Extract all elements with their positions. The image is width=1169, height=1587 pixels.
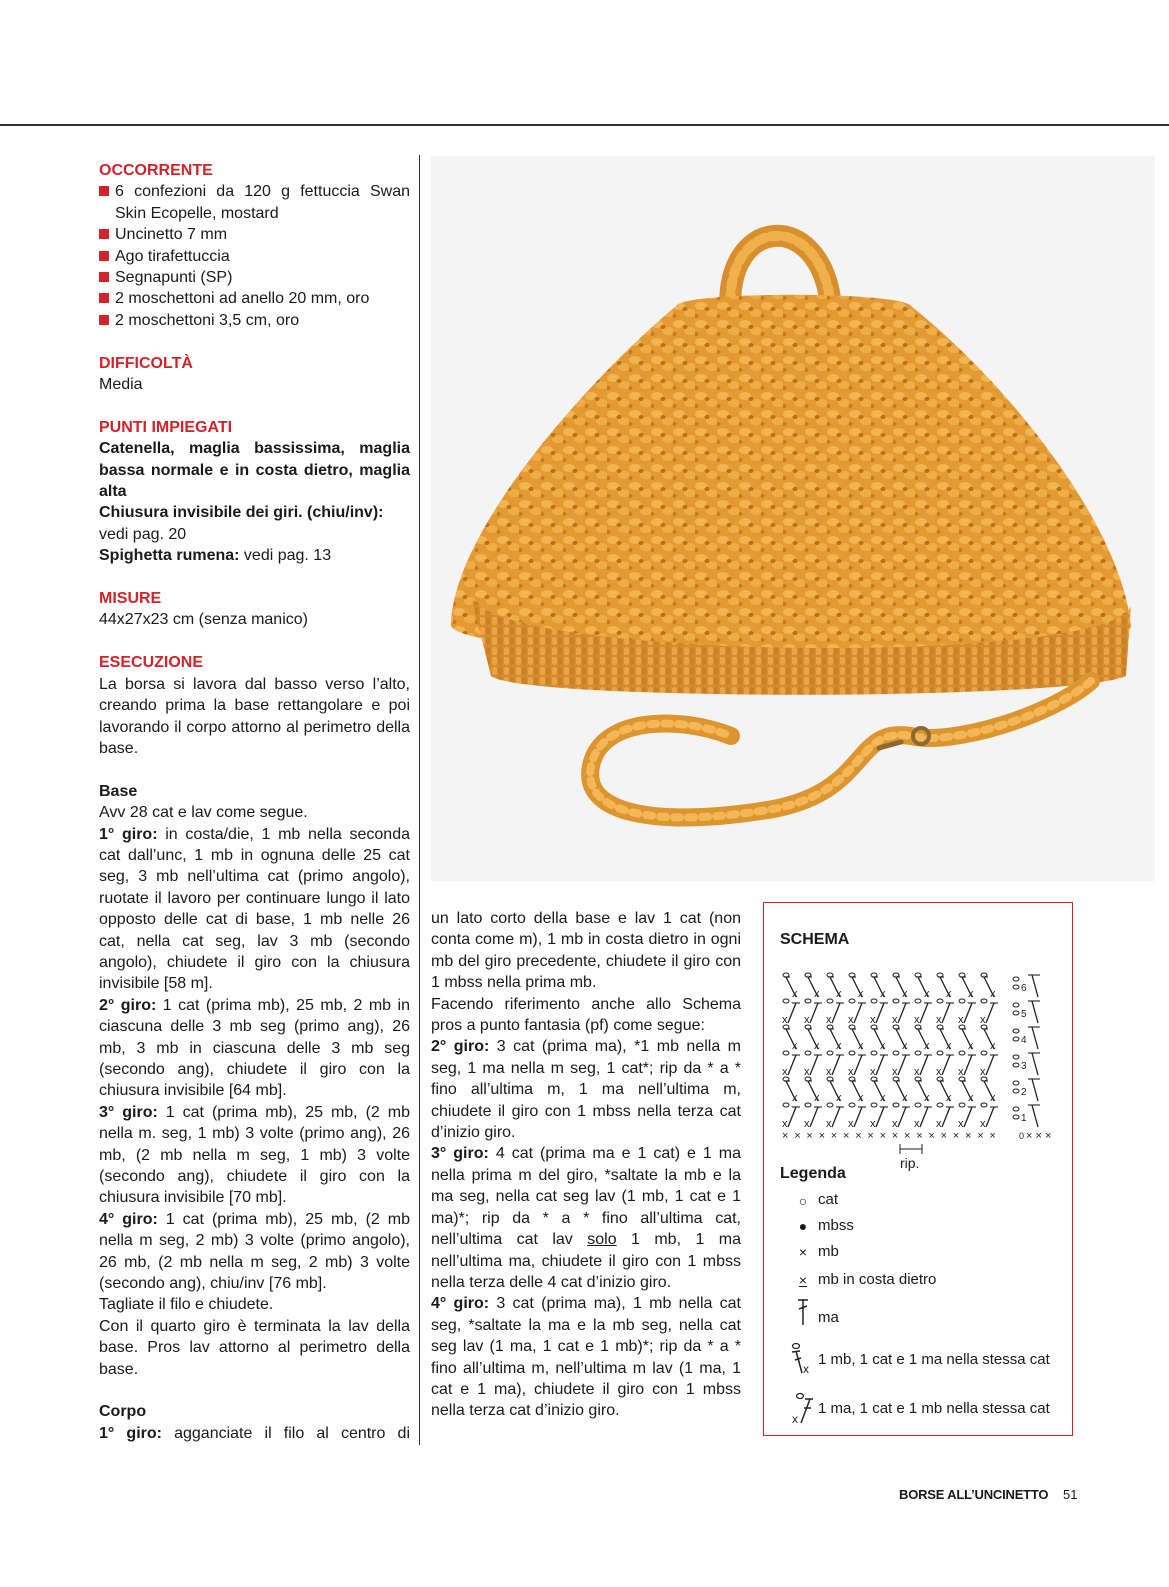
chain-stitch <box>871 999 877 1003</box>
treble-stitch <box>854 1107 862 1127</box>
mb-stitch: × <box>818 1130 826 1142</box>
row-number: 1 <box>1021 1113 1027 1124</box>
square-bullet-icon <box>99 186 109 196</box>
mb-stitch: x <box>804 1066 810 1078</box>
treble-stitch <box>898 1107 906 1127</box>
round-1: 1° giro: in costa/die, 1 mb nella seconda cat dall’unc, 1 mb in ognuna delle 25 cat seg, 3 mb nell’ultima cat (primo angolo), ruotate il lavoro per continuare lungo il lato opposto delle cat di base, 1 mb nelle 26 cat, nella cat seg, lav 3 mb (secondo angolo), chiudete il giro con la chiusura invisibile [58 m]. <box>99 825 410 993</box>
mb-stitch: x <box>902 1040 908 1052</box>
svg-text:x: x <box>803 1362 809 1376</box>
treble-stitch <box>854 1003 862 1023</box>
mb-stitch: x <box>914 1118 920 1130</box>
base-end: Con il quarto giro è terminata la lav della base. Pros lav attorno al perimetro della base. <box>99 1317 410 1378</box>
cut-instruction: Tagliate il filo e chiudete. <box>99 1296 274 1314</box>
chain-stitch <box>1013 1115 1019 1119</box>
mb-stitch: × <box>855 1130 862 1142</box>
chain-stitch <box>959 1051 965 1055</box>
mb-stitch: x <box>826 1118 832 1130</box>
chain-stitch <box>805 1051 811 1055</box>
section-corpo <box>99 1401 410 1444</box>
treble-stitch <box>832 1107 840 1127</box>
mb-stitch: x <box>870 1118 876 1130</box>
mb-stitch: × × × <box>1026 1130 1052 1142</box>
corpo-round-3: 3° giro: 4 cat (prima ma e 1 cat) e 1 ma nella prima m del giro, *saltate la mb e la ma seg, nella cat seg lav (1 mb, 1 cat e 1 ma)*; rip da * a * fino all’ultima cat, nell’ultima cat lav solo 1 mb, 1 ma nell’ultima ma, chiudete il giro con 1 mbss nella terza delle 4 cat d’inizio giro. <box>431 1145 742 1291</box>
mb-stitch: x <box>990 1092 996 1104</box>
mb-stitch: × <box>928 1130 935 1142</box>
mb-stitch: x <box>804 1118 810 1130</box>
mb-stitch: x <box>848 1118 854 1130</box>
chain-stitch <box>981 1051 987 1055</box>
chain-stitch <box>827 1103 833 1107</box>
row-number: 3 <box>1021 1061 1027 1072</box>
section-occorrente <box>99 160 410 331</box>
section-misure <box>99 588 410 631</box>
mb-stitch: x <box>782 1066 788 1078</box>
treble-stitch <box>788 1107 796 1127</box>
chain-stitch <box>827 973 833 977</box>
mb-stitch: × <box>989 1130 996 1142</box>
schema-box <box>763 902 1073 1436</box>
mb-stitch: x <box>990 1040 996 1052</box>
list-item: 6 confezioni da 120 g fettuccia Swan Skin Ecopelle, mostard <box>99 181 410 224</box>
ma-cat-mb-icon <box>790 1391 814 1425</box>
mb-stitch: x <box>958 1066 964 1078</box>
subsection-title: Base <box>99 782 138 800</box>
treble-stitch <box>964 1055 972 1075</box>
chain-stitch <box>871 1103 877 1107</box>
mb-stitch: x <box>924 988 930 1000</box>
filled-oval-icon: ● <box>798 1218 808 1234</box>
chain-stitch <box>783 999 789 1003</box>
treble-stitch <box>986 1107 994 1127</box>
mb-stitch: x <box>814 1040 820 1052</box>
chain-stitch <box>959 973 965 977</box>
legend-label: 1 mb, 1 cat e 1 ma nella stessa cat <box>818 1351 1050 1368</box>
treble-stitch <box>810 1003 818 1023</box>
corpo-round-2: 2° giro: 3 cat (prima ma), *1 mb nella m seg, 1 ma nella m seg, 1 cat*; rip da * a * fino all’ultima m, 1 ma nell’ultima m, chiudete il giro con 1 mbss nella terza cat d’inizio giro. <box>431 1038 742 1142</box>
corpo-round-4: 4° giro: 3 cat (prima ma), 1 mb nella cat seg, *saltate la ma e la mb seg, nella cat seg lav (1 ma, 1 cat e 1 mb)*; rip da * a * fino all’ultima m, nell’ultima m lav (1 ma, 1 cat e 1 ma), chiudete il giro con 1 mbss nella terza cat d’inizio giro. <box>431 1295 741 1420</box>
row-number: 0 <box>1019 1131 1025 1141</box>
stitch-chart <box>774 959 1064 1171</box>
column-divider <box>419 155 420 1445</box>
chain-stitch <box>893 973 899 977</box>
corpo-round-1b: un lato corto della base e lav 1 cat (non conta come m), 1 mb in costa dietro in ogni mb del giro precedente, chiudete il giro con 1 mbss nella prima mb. <box>431 910 741 992</box>
section-punti <box>99 417 410 567</box>
chain-stitch <box>981 1103 987 1107</box>
mb-stitch: x <box>792 988 798 1000</box>
square-bullet-icon <box>99 315 109 325</box>
treble-stitch <box>942 1107 950 1127</box>
treble-stitch <box>920 1055 928 1075</box>
mb-stitch: x <box>936 1118 942 1130</box>
treble-stitch <box>942 1003 950 1023</box>
chain-stitch <box>959 999 965 1003</box>
chain-stitch <box>915 1051 921 1055</box>
treble-stitch <box>788 1055 796 1075</box>
mb-stitch: x <box>836 1092 842 1104</box>
mb-stitch: x <box>836 988 842 1000</box>
chain-stitch <box>1013 1089 1019 1093</box>
mb-stitch: x <box>914 1014 920 1026</box>
chain-stitch <box>1013 1081 1019 1085</box>
row-number: 6 <box>1021 983 1027 994</box>
treble-stitch <box>898 1055 906 1075</box>
section-esecuzione <box>99 652 410 759</box>
treble-stitch <box>1032 1027 1038 1049</box>
list-item: Uncinetto 7 mm <box>99 224 410 245</box>
mb-stitch: × <box>830 1130 838 1142</box>
chain-stitch <box>1013 1063 1019 1067</box>
chain-stitch <box>827 1051 833 1055</box>
base-intro: Avv 28 cat e lav come segue. <box>99 804 308 822</box>
chain-stitch <box>783 973 789 977</box>
chain-stitch <box>893 1051 899 1055</box>
mb-stitch: x <box>792 1040 798 1052</box>
schema-title: SCHEMA <box>780 931 850 948</box>
mb-stitch: × <box>977 1130 984 1142</box>
legend-label: 1 ma, 1 cat e 1 mb nella stessa cat <box>818 1400 1050 1417</box>
schema-reference: Facendo riferimento anche allo Schema pros a punto fantasia (pf) come segue: <box>431 995 741 1035</box>
chain-stitch <box>937 1103 943 1107</box>
chain-stitch <box>981 999 987 1003</box>
treble-stitch <box>1032 1105 1038 1127</box>
chain-stitch <box>783 1103 789 1107</box>
row-number: 5 <box>1021 1009 1027 1020</box>
mb-stitch: × <box>891 1130 899 1142</box>
mb-stitch: × <box>952 1130 960 1142</box>
mb-stitch: x <box>902 988 908 1000</box>
row-number: 2 <box>1021 1087 1027 1098</box>
chain-stitch <box>1013 1055 1019 1059</box>
stitch-ref: Spighetta rumena: vedi pag. 13 <box>99 547 332 565</box>
legend-label: ma <box>818 1309 839 1326</box>
treble-stitch <box>1032 1001 1038 1023</box>
treble-stitch <box>832 1055 840 1075</box>
treble-stitch <box>986 1055 994 1075</box>
mb-stitch: x <box>990 988 996 1000</box>
section-title: PUNTI IMPIEGATI <box>99 418 233 436</box>
mb-stitch: x <box>858 988 864 1000</box>
treble-stitch <box>810 1055 818 1075</box>
mb-stitch: x <box>914 1066 920 1078</box>
mb-stitch: x <box>792 1092 798 1104</box>
treble-stitch <box>854 1055 862 1075</box>
subsection-title: Corpo <box>99 1403 147 1421</box>
mb-stitch: x <box>980 1014 986 1026</box>
stitch-ref: Chiusura invisibile dei giri. (chiu/inv): vedi pag. 20 <box>99 504 384 543</box>
mb-stitch: x <box>804 1014 810 1026</box>
mb-stitch: × <box>916 1130 923 1142</box>
treble-stitch <box>942 1055 950 1075</box>
treble-stitch <box>964 1003 972 1023</box>
mb-stitch: × <box>965 1130 972 1142</box>
treble-stitch <box>810 1107 818 1127</box>
mb-stitch: x <box>946 988 952 1000</box>
difficulty-value: Media <box>99 376 143 394</box>
list-item: 2 moschettoni 3,5 cm, oro <box>99 310 410 331</box>
chain-stitch <box>981 973 987 977</box>
treble-stitch <box>986 1003 994 1023</box>
mb-stitch: × <box>843 1130 850 1142</box>
mb-stitch: x <box>782 1118 788 1130</box>
list-item: Ago tirafettuccia <box>99 246 410 267</box>
section-difficolta <box>99 353 410 396</box>
repeat-label: rip. <box>900 1155 920 1171</box>
chain-stitch <box>827 999 833 1003</box>
treble-stitch <box>920 1003 928 1023</box>
column-left <box>99 160 410 1444</box>
mb-cat-ma-icon <box>790 1341 814 1375</box>
round-3: 3° giro: 1 cat (prima mb), 25 mb, (2 mb nella m. seg, 1 mb) 3 volte (primo ang), 26 mb, (2 mb nella m seg, 1 mb) 3 volte (secondo ang), chiudete il giro con la chiusura invisibile [70 mb]. <box>99 1103 410 1207</box>
chain-stitch <box>937 973 943 977</box>
mb-stitch: x <box>968 1092 974 1104</box>
chain-stitch <box>1013 1011 1019 1015</box>
mb-stitch: × <box>867 1130 874 1142</box>
column-middle <box>431 908 741 1422</box>
mb-stitch: × <box>782 1130 789 1142</box>
treble-stitch <box>1032 1079 1038 1101</box>
section-title: MISURE <box>99 590 162 608</box>
round-2: 2° giro: 1 cat (prima mb), 25 mb, 2 mb in ciascuna delle 3 mb seg (primo ang), 26 mb, 3 mb in ciascuna delle 3 mb seg (secondo ang), chiudete il giro con la chiusura invisibile [64 mb]. <box>99 996 410 1100</box>
chain-stitch <box>937 1051 943 1055</box>
mb-stitch: x <box>836 1040 842 1052</box>
chain-stitch <box>1013 1029 1019 1033</box>
chain-stitch <box>805 999 811 1003</box>
mb-stitch: x <box>946 1040 952 1052</box>
mb-stitch: x <box>814 988 820 1000</box>
chain-stitch <box>915 1103 921 1107</box>
chain-stitch <box>871 973 877 977</box>
section-title: OCCORRENTE <box>99 162 213 179</box>
chain-stitch <box>959 1103 965 1107</box>
mb-stitch: x <box>892 1066 898 1078</box>
open-oval-icon: ○ <box>798 1193 808 1209</box>
mb-stitch: x <box>958 1118 964 1130</box>
mb-stitch: × <box>806 1130 813 1142</box>
treble-stitch <box>1032 975 1038 997</box>
mb-stitch: x <box>814 1092 820 1104</box>
treble-stitch <box>920 1107 928 1127</box>
chain-stitch <box>1013 977 1019 981</box>
treble-stitch <box>1032 1053 1038 1075</box>
mb-stitch: x <box>870 1066 876 1078</box>
mb-stitch: x <box>826 1014 832 1026</box>
treble-stitch <box>964 1107 972 1127</box>
mb-stitch: x <box>968 988 974 1000</box>
legend-label: cat <box>818 1191 839 1208</box>
mb-stitch: x <box>858 1092 864 1104</box>
mb-stitch: x <box>980 1118 986 1130</box>
chain-stitch <box>849 1103 855 1107</box>
legend-label: mb in costa dietro <box>818 1271 937 1288</box>
treble-stitch <box>898 1003 906 1023</box>
row-number: 4 <box>1021 1035 1027 1046</box>
treble-stitch <box>876 1003 884 1023</box>
chain-stitch <box>1013 1107 1019 1111</box>
treble-stitch <box>832 1003 840 1023</box>
stitches-list: Catenella, maglia bassissima, maglia bassa normale e in costa dietro, maglia alta <box>99 440 410 501</box>
mb-stitch: × <box>940 1130 948 1142</box>
mb-stitch: x <box>958 1014 964 1026</box>
list-item: 2 moschettoni ad anello 20 mm, oro <box>99 288 410 309</box>
chain-stitch <box>893 999 899 1003</box>
mb-stitch: x <box>880 988 886 1000</box>
mb-stitch: × <box>794 1130 801 1142</box>
legend-title: Legenda <box>780 1165 846 1182</box>
corpo-round-1a: 1° giro: agganciate il filo al centro di <box>99 1424 410 1442</box>
mb-stitch: × <box>879 1130 887 1142</box>
mb-stitch: x <box>936 1066 942 1078</box>
legend-label: mb <box>818 1243 839 1260</box>
square-bullet-icon <box>99 272 109 282</box>
mb-stitch: x <box>980 1066 986 1078</box>
materials-list <box>99 181 410 331</box>
list-item: Segnapunti (SP) <box>99 267 410 288</box>
mb-stitch: x <box>782 1014 788 1026</box>
treble-icon <box>796 1297 810 1327</box>
mb-stitch: x <box>880 1092 886 1104</box>
crochet-bag-illustration <box>431 156 1155 881</box>
chain-stitch <box>893 1103 899 1107</box>
bag-photo <box>431 156 1155 881</box>
chain-stitch <box>805 1103 811 1107</box>
mb-stitch: x <box>946 1092 952 1104</box>
mb-stitch: x <box>892 1118 898 1130</box>
section-title: DIFFICOLTÀ <box>99 354 193 372</box>
treble-stitch <box>876 1107 884 1127</box>
chain-stitch <box>849 973 855 977</box>
mb-stitch: x <box>858 1040 864 1052</box>
chain-stitch <box>1013 1003 1019 1007</box>
square-bullet-icon <box>99 251 109 261</box>
square-bullet-icon <box>99 229 109 239</box>
legend-label: mbss <box>818 1217 854 1234</box>
chain-stitch <box>805 973 811 977</box>
mb-stitch: x <box>880 1040 886 1052</box>
chain-stitch <box>915 999 921 1003</box>
mb-stitch: x <box>924 1040 930 1052</box>
mb-stitch: x <box>902 1092 908 1104</box>
mb-stitch: x <box>892 1014 898 1026</box>
svg-text:x: x <box>792 1412 798 1426</box>
chain-stitch <box>783 1051 789 1055</box>
x-icon: × <box>798 1244 808 1260</box>
mb-stitch: x <box>924 1092 930 1104</box>
chain-stitch <box>1013 985 1019 989</box>
mb-stitch: x <box>870 1014 876 1026</box>
square-bullet-icon <box>99 293 109 303</box>
section-base <box>99 781 410 1380</box>
chain-stitch <box>915 973 921 977</box>
mb-stitch: x <box>826 1066 832 1078</box>
mb-stitch: x <box>848 1066 854 1078</box>
mb-stitch: x <box>848 1014 854 1026</box>
round-4: 4° giro: 1 cat (prima mb), 25 mb, (2 mb nella m seg, 2 mb) 3 volte (primo angolo), 26 mb, (2 mb nella m seg, 2 mb) 3 volte (secondo ang), chiu/inv [76 mb]. <box>99 1210 410 1293</box>
chain-stitch <box>1013 1037 1019 1041</box>
mb-stitch: x <box>968 1040 974 1052</box>
execution-intro: La borsa si lavora dal basso verso l’alto, creando prima la base rettangolare e poi lavorando il corpo attorno al perimetro della base. <box>99 675 410 757</box>
section-title: ESECUZIONE <box>99 654 204 672</box>
treble-stitch <box>876 1055 884 1075</box>
page-number: 51 <box>1063 1487 1078 1502</box>
footer-title: BORSE ALL’UNCINETTO <box>899 1487 1049 1502</box>
chain-stitch <box>871 1051 877 1055</box>
measurements: 44x27x23 cm (senza manico) <box>99 611 308 629</box>
mb-stitch: × <box>904 1130 911 1142</box>
chain-stitch <box>849 1051 855 1055</box>
mb-stitch: x <box>936 1014 942 1026</box>
header-rule <box>0 124 1169 126</box>
x-underline-icon: × <box>798 1272 808 1288</box>
chain-stitch <box>849 999 855 1003</box>
treble-stitch <box>788 1003 796 1023</box>
chain-stitch <box>937 999 943 1003</box>
